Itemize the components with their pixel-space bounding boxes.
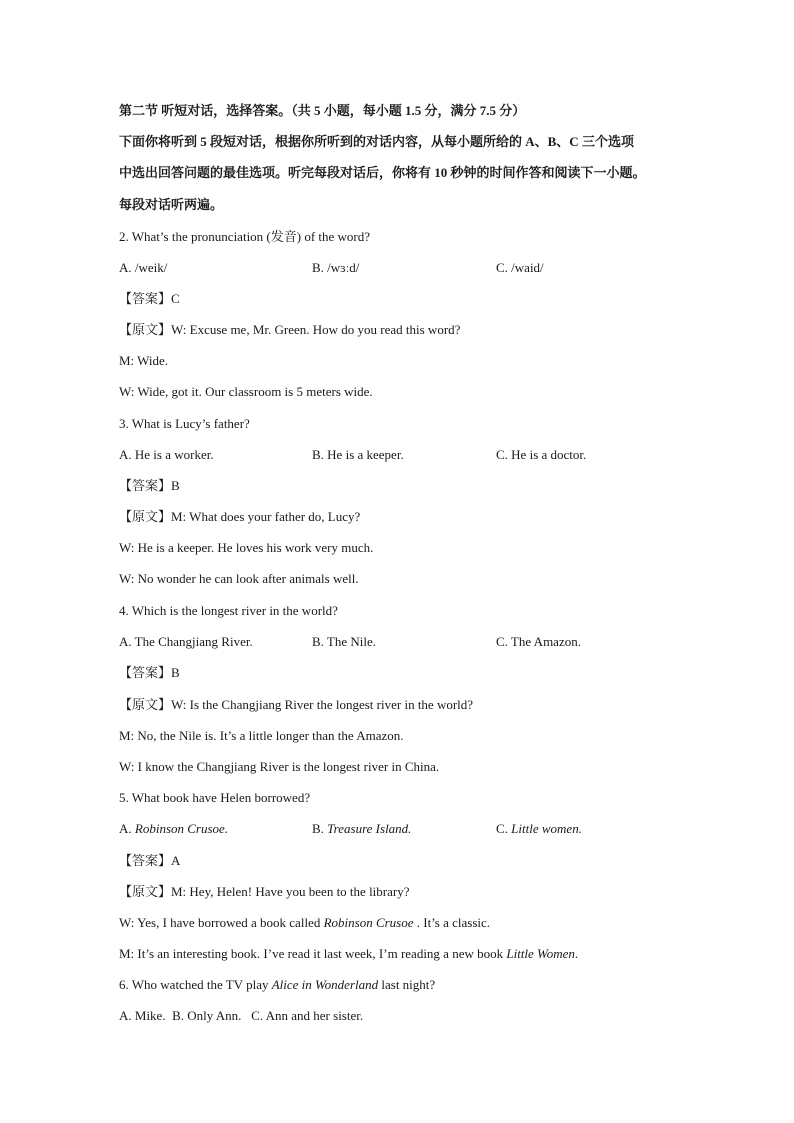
book-title: Little Women — [506, 946, 575, 961]
transcript-text: . — [574, 946, 579, 961]
book-title: Robinson Crusoe. — [134, 821, 229, 836]
question-2-transcript-3: W: Wide, got it. Our classroom is 5 meters wide. — [119, 384, 373, 399]
question-4-option-c: C. The Amazon. — [496, 634, 581, 649]
question-6-options: A. Mike. B. Only Ann. C. Ann and her sister. — [119, 1008, 364, 1023]
question-5-transcript-1: 【原文】M: Hey, Helen! Have you been to the library? — [119, 884, 410, 899]
question-4-option-a: A. The Changjiang River. — [119, 634, 253, 649]
question-2-transcript-2: M: Wide. — [119, 353, 169, 368]
question-5-answer: 【答案】A — [119, 853, 181, 868]
question-4-stem: 4. Which is the longest river in the world? — [119, 603, 338, 618]
transcript-text: . It’s a classic. — [413, 915, 491, 930]
option-prefix: A. — [119, 821, 135, 836]
section-title: 第二节 听短对话，选择答案。（共 5 小题，每小题 1.5 分，满分 7.5 分） — [119, 103, 526, 118]
instructions-line-3: 每段对话听两遍。 — [119, 197, 224, 212]
question-5-transcript-3 — [119, 945, 578, 963]
option-prefix: B. — [312, 821, 328, 836]
question-2-option-a: A. /weik/ — [119, 260, 168, 275]
book-title: Treasure Island. — [327, 821, 412, 836]
question-3-transcript-2: W: He is a keeper. He loves his work very much. — [119, 540, 374, 555]
question-6-stem — [119, 976, 435, 994]
question-2-stem: 2. What’s the pronunciation (发音) of the word? — [119, 229, 371, 244]
question-5-option-b — [312, 820, 411, 838]
transcript-text: M: It’s an interesting book. I’ve read it last week, I’m reading a new book — [119, 946, 507, 961]
instructions-line-1: 下面你将听到 5 段短对话，根据你所听到的对话内容，从每小题所给的 A、B、C 三个选项 — [119, 134, 634, 149]
question-3-transcript-1: 【原文】M: What does your father do, Lucy? — [119, 509, 361, 524]
stem-text: last night? — [378, 977, 436, 992]
question-5-option-a — [119, 820, 228, 838]
transcript-text: W: Yes, I have borrowed a book called — [119, 915, 324, 930]
question-3-answer: 【答案】B — [119, 478, 180, 493]
stem-text: 6. Who watched the TV play — [119, 977, 272, 992]
question-3-option-a: A. He is a worker. — [119, 447, 214, 462]
question-2-answer: 【答案】C — [119, 291, 180, 306]
book-title: Robinson Crusoe — [323, 915, 414, 930]
instructions-line-2: 中选出回答问题的最佳选项。听完每段对话后，你将有 10 秒钟的时间作答和阅读下一小题。 — [119, 165, 646, 180]
question-3-option-c: C. He is a doctor. — [496, 447, 587, 462]
question-5-option-c — [496, 820, 582, 838]
question-2-option-b: B. /wɜːd/ — [312, 260, 360, 275]
question-2-transcript-1: 【原文】W: Excuse me, Mr. Green. How do you read this word? — [119, 322, 461, 337]
question-5-stem: 5. What book have Helen borrowed? — [119, 790, 311, 805]
option-prefix: C. — [496, 821, 512, 836]
question-3-stem: 3. What is Lucy’s father? — [119, 416, 250, 431]
question-4-option-b: B. The Nile. — [312, 634, 377, 649]
question-4-transcript-1: 【原文】W: Is the Changjiang River the longest river in the world? — [119, 697, 474, 712]
question-4-answer: 【答案】B — [119, 665, 180, 680]
book-title: Little women. — [511, 821, 582, 836]
play-title: Alice in Wonderland — [271, 977, 379, 992]
question-4-transcript-3: W: I know the Changjiang River is the longest river in China. — [119, 759, 440, 774]
question-2-option-c: C. /waid/ — [496, 260, 544, 275]
question-4-transcript-2: M: No, the Nile is. It’s a little longer than the Amazon. — [119, 728, 404, 743]
question-5-transcript-2 — [119, 914, 490, 932]
question-3-option-b: B. He is a keeper. — [312, 447, 404, 462]
question-3-transcript-3: W: No wonder he can look after animals well. — [119, 571, 359, 586]
